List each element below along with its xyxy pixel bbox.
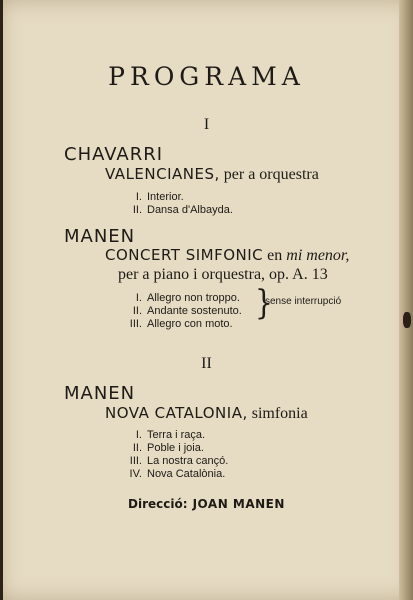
movement-item (120, 429, 205, 441)
movement-name: Dansa d'Albayda. (147, 204, 233, 216)
work-title-key: mi menor, (286, 247, 350, 264)
movement-name: Nova Catalònia. (147, 468, 226, 480)
work-title-rest: per a orquestra (219, 166, 319, 183)
director-label: Direcció: (128, 497, 188, 511)
movement-number: II. (132, 204, 142, 216)
director-credit (0, 497, 413, 511)
movement-item (120, 191, 184, 203)
movement-name: Poble i joia. (147, 442, 204, 454)
composer-name: MANEN (64, 226, 136, 247)
director-name: JOAN MANEN (192, 497, 285, 511)
work-title (105, 404, 308, 423)
movement-name: Interior. (147, 191, 184, 203)
movement-number: II. (132, 442, 142, 454)
movement-item (120, 318, 233, 330)
movement-number: I. (135, 292, 142, 304)
page-title: PROGRAMA (108, 62, 305, 91)
composer-name: MANEN (64, 383, 136, 404)
movement-number: III. (129, 318, 142, 330)
movement-number: II. (132, 305, 142, 317)
part-numeral-2: II (201, 355, 212, 372)
brace-icon: } (255, 282, 273, 323)
composer-name: CHAVARRI (64, 144, 164, 165)
movement-item (120, 204, 233, 216)
movement-item (120, 305, 242, 317)
part-numeral-1: I (203, 116, 210, 133)
movement-note: sense interrupció (265, 296, 342, 307)
work-title-caps: NOVA CATALONIA, (105, 404, 248, 422)
work-subtitle: per a piano i orquestra, op. A. 13 (118, 266, 328, 283)
movement-name: Terra i raça. (147, 429, 206, 441)
movement-number: I. (135, 429, 142, 441)
movement-number: III. (129, 455, 142, 467)
movement-number: IV. (129, 468, 142, 480)
movement-item (120, 292, 240, 304)
movement-number: I. (135, 191, 142, 203)
movement-item (120, 468, 225, 480)
movement-name: Allegro non troppo. (147, 292, 240, 304)
work-title (105, 165, 319, 184)
work-title-caps: CONCERT SIMFONIC (105, 246, 264, 264)
movement-item (120, 455, 228, 467)
movement-name: Andante sostenuto. (147, 305, 242, 317)
work-title-rest: simfonia (247, 405, 308, 422)
binding-hole (403, 312, 411, 328)
work-title-caps: VALENCIANES, (105, 165, 220, 183)
movement-item (120, 442, 204, 454)
movement-name: La nostra cançó. (147, 455, 229, 467)
movement-name: Allegro con moto. (147, 318, 233, 330)
work-title-mid: en (263, 247, 287, 264)
work-title (105, 246, 349, 265)
